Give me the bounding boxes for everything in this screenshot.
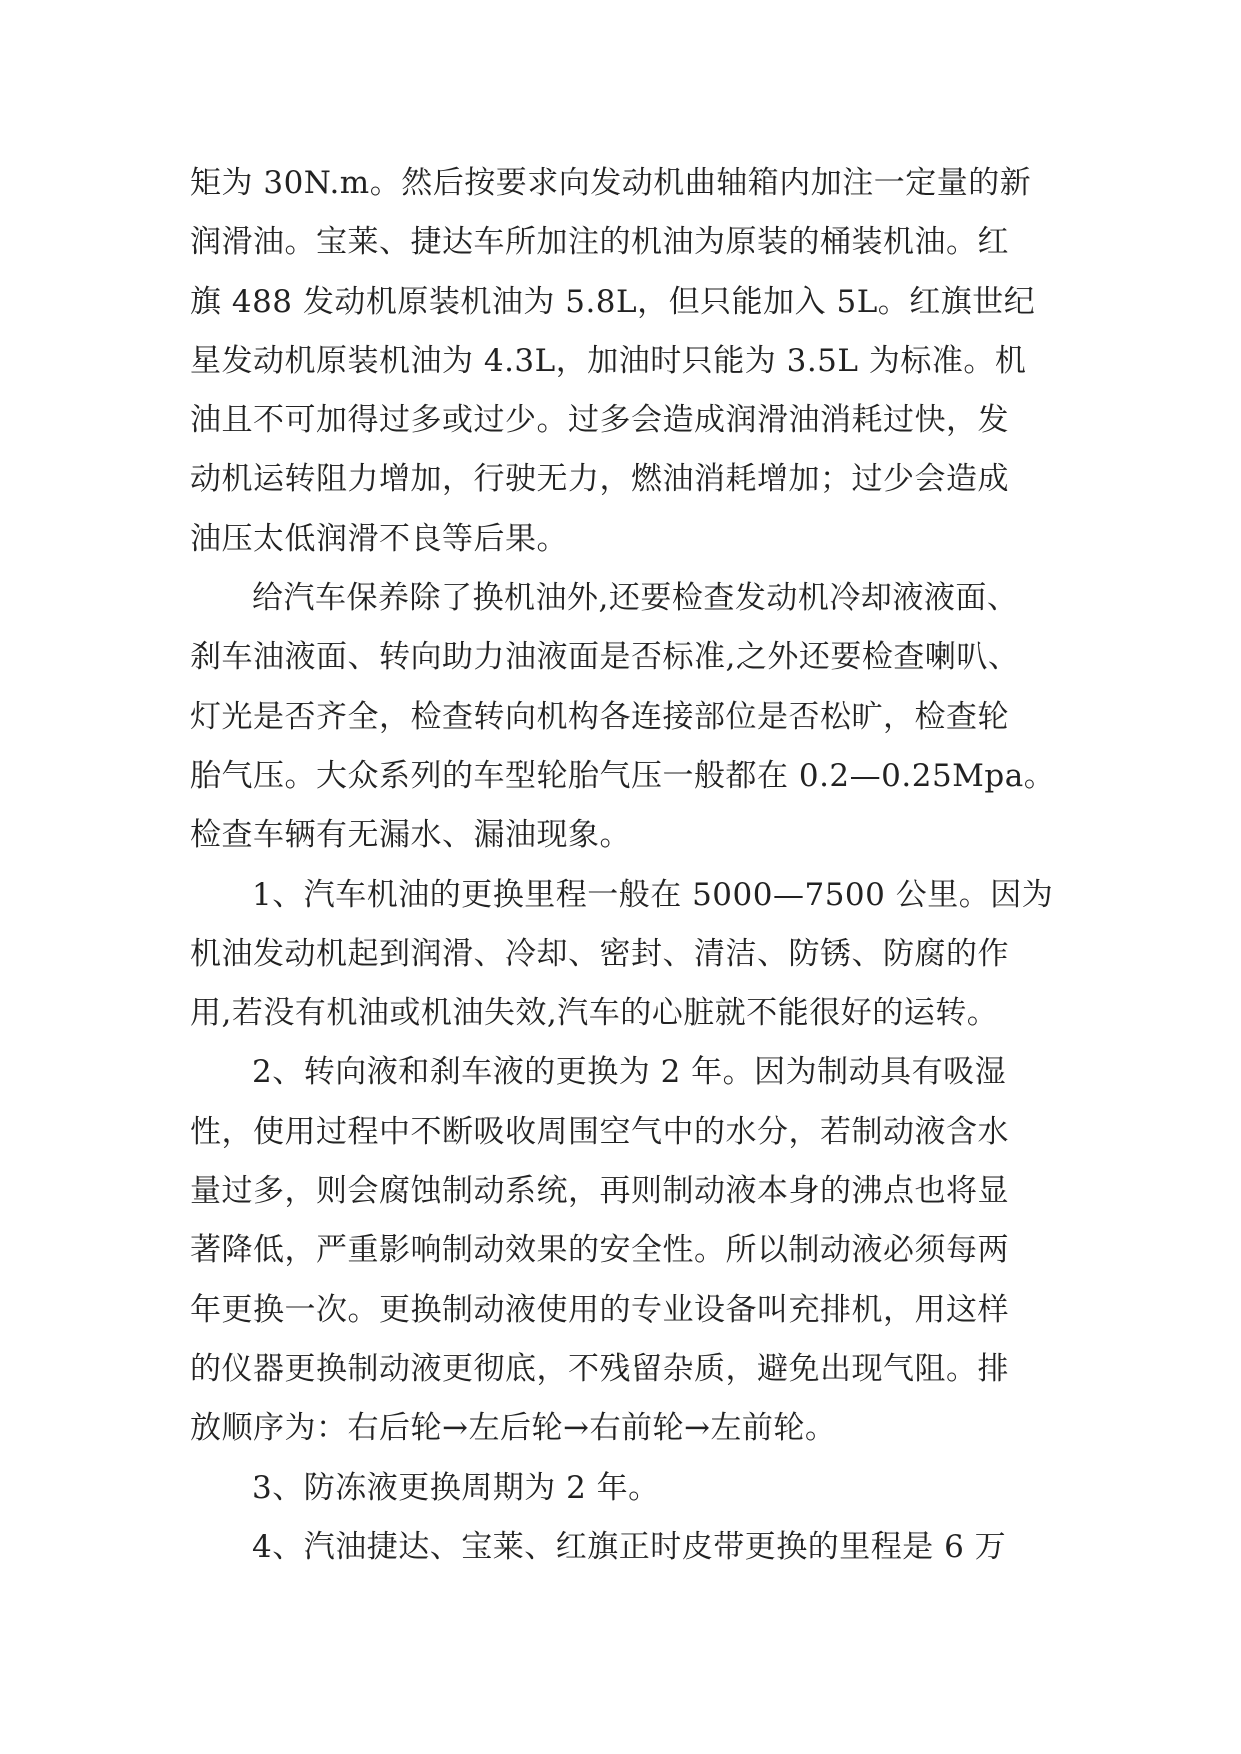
text-line: 量过多，则会腐蚀制动系统，再则制动液本身的沸点也将显 <box>190 1173 1009 1210</box>
text-line: 1、汽车机油的更换里程一般在 5000—7500 公里。因为 <box>252 876 1054 913</box>
text-line: 刹车油液面、转向助力油液面是否标准,之外还要检查喇叭、 <box>190 639 1020 676</box>
text-line: 胎气压。大众系列的车型轮胎气压一般都在 0.2—0.25Mpa。 <box>190 757 1056 794</box>
text-line: 用,若没有机油或机油失效,汽车的心脏就不能很好的运转。 <box>190 995 999 1032</box>
text-line: 2、转向液和刹车液的更换为 2 年。因为制动具有吸湿 <box>252 1054 1007 1091</box>
text-line: 灯光是否齐全，检查转向机构各连接部位是否松旷，检查轮 <box>190 698 1009 735</box>
text-line: 油压太低润滑不良等后果。 <box>190 520 568 557</box>
text-line: 检查车辆有无漏水、漏油现象。 <box>190 817 631 854</box>
text-line: 放顺序为：右后轮→左后轮→右前轮→左前轮。 <box>190 1410 837 1447</box>
text-line: 机油发动机起到润滑、冷却、密封、清洁、防锈、防腐的作 <box>190 935 1009 972</box>
text-line: 4、汽油捷达、宝莱、红旗正时皮带更换的里程是 6 万 <box>252 1528 1007 1565</box>
text-line: 给汽车保养除了换机油外,还要检查发动机冷却液液面、 <box>252 580 1019 617</box>
text-line: 动机运转阻力增加，行驶无力，燃油消耗增加；过少会造成 <box>190 461 1009 498</box>
text-line: 3、防冻液更换周期为 2 年。 <box>252 1469 660 1506</box>
text-line: 矩为 30N.m。然后按要求向发动机曲轴箱内加注一定量的新 <box>190 165 1032 201</box>
text-line: 著降低，严重影响制动效果的安全性。所以制动液必须每两 <box>190 1232 1009 1269</box>
text-line: 旗 488 发动机原装机油为 5.8L，但只能加入 5L。红旗世纪 <box>190 283 1036 320</box>
text-line: 年更换一次。更换制动液使用的专业设备叫充排机，用这样 <box>190 1291 1009 1328</box>
text-line: 润滑油。宝莱、捷达车所加注的机油为原装的桶装机油。红 <box>190 224 1009 261</box>
text-line: 的仪器更换制动液更彻底，不残留杂质，避免出现气阻。排 <box>190 1350 1009 1387</box>
text-line: 油且不可加得过多或过少。过多会造成润滑油消耗过快，发 <box>190 402 1009 439</box>
text-line: 性，使用过程中不断吸收周围空气中的水分，若制动液含水 <box>190 1113 1009 1150</box>
text-line: 星发动机原装机油为 4.3L，加油时只能为 3.5L 为标准。机 <box>190 342 1027 379</box>
body-text <box>190 154 1056 1577</box>
